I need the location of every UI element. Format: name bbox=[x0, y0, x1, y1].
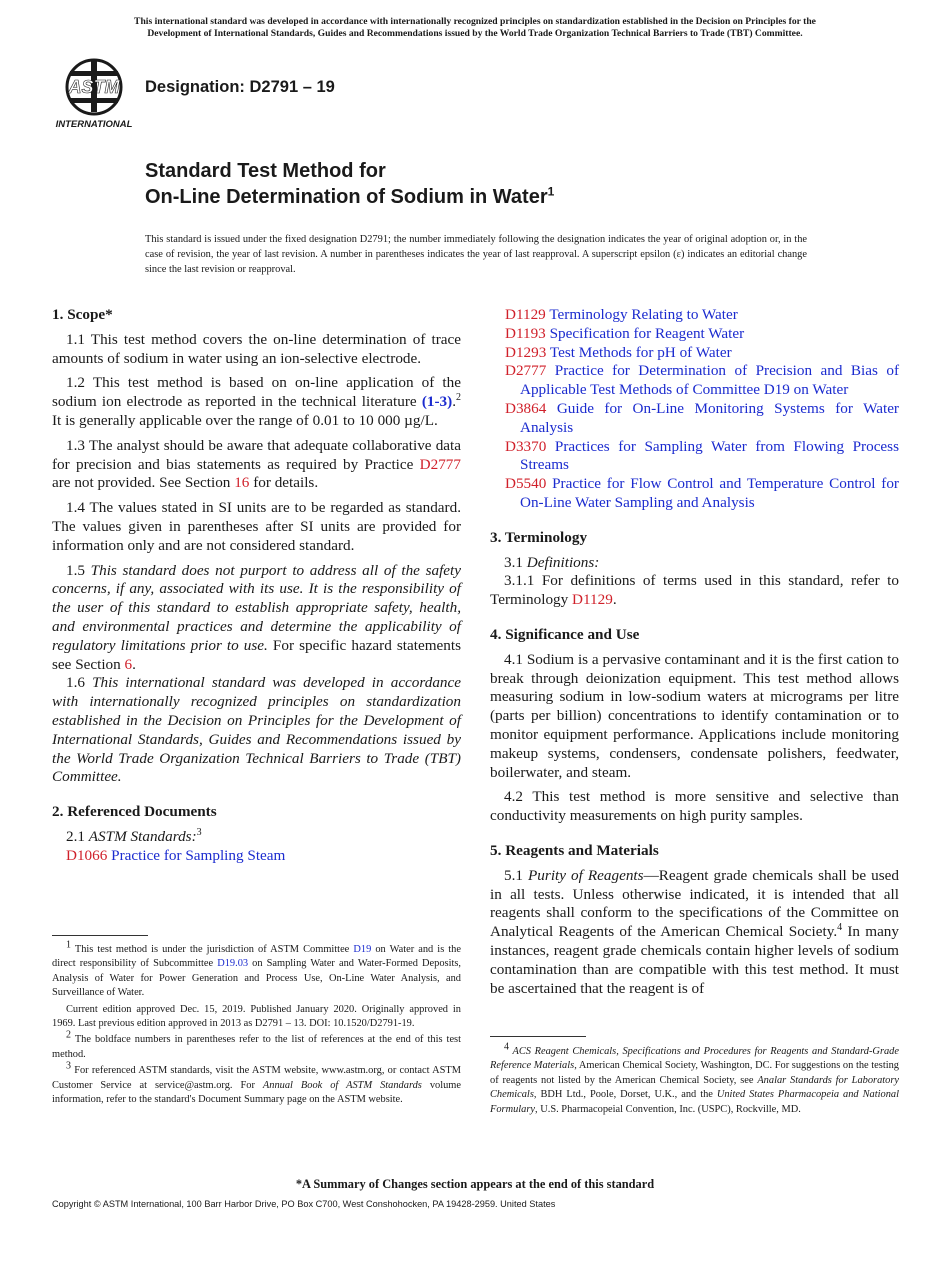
right-footnotes bbox=[490, 1041, 900, 1119]
fn4-italic-3: United States Pharmacopeia and National Formulary bbox=[490, 1089, 899, 1115]
footnote-mark-4: 4 bbox=[837, 922, 843, 934]
reference-title[interactable]: Practices for Sampling Water from Flowing Process Streams bbox=[520, 437, 899, 474]
paragraph-3-1-1 bbox=[490, 572, 899, 610]
right-column bbox=[490, 306, 899, 1004]
fn4-text-a: , American Chemical Society, Washington, DC. For suggestions on the testing of reagents not listed by the American Chemical Society, see bbox=[490, 1060, 899, 1086]
footnote-2 bbox=[52, 1029, 461, 1062]
astm-logo-icon bbox=[52, 57, 136, 133]
footnote-3 bbox=[52, 1060, 461, 1107]
fn1-text-b: on Water and is the direct responsibility of Subcommittee bbox=[52, 944, 461, 970]
footnote-4-mark: 4 bbox=[504, 1041, 509, 1053]
section-heading-terminology: 3. Terminology bbox=[490, 528, 588, 546]
footnote-1 bbox=[52, 939, 462, 1001]
p13-text-b: are not provided. See Section bbox=[52, 474, 235, 492]
footnote-mark-2: 2 bbox=[456, 392, 461, 404]
summary-of-changes-note: *A Summary of Changes section appears at the end of this standard bbox=[295, 1177, 655, 1191]
p21-num: 2.1 bbox=[66, 827, 89, 845]
p51-text-b: In many instances, reagent grade chemicals contain higher levels of sodium contamination than are compatible with this test method. It must be ascertained that the reagent is of bbox=[490, 923, 899, 997]
logo-text: ASTM bbox=[68, 77, 120, 97]
notice-line-1: This international standard was developed in accordance with internationally recognized principles on standardization established in the Decision on Principles for the bbox=[134, 16, 816, 27]
fn4-text-b: , BDH Ltd., Poole, Dorset, U.K., and the bbox=[533, 1089, 717, 1101]
notice-line-2: Development of International Standards, Guides and Recommendations issued by the World Trade Organization Technical Barriers to Trade (TBT) Committee. bbox=[147, 28, 803, 39]
reference-title[interactable]: Test Methods for pH of Water bbox=[549, 343, 732, 361]
p15-text-b: For specific hazard statements see Section bbox=[52, 636, 461, 673]
p31-italic: Definitions: bbox=[526, 553, 600, 571]
reference-d5540 bbox=[490, 475, 899, 513]
reference-title[interactable]: Terminology Relating to Water bbox=[549, 306, 738, 323]
reference-d3370 bbox=[490, 438, 899, 476]
footnote-1-edition: Current edition approved Dec. 15, 2019. Published January 2020. Originally approved in 1969. Last previous edition approved in 2013 as D2791 – 13. DOI: 10.1520/D2791-19. bbox=[52, 1003, 461, 1030]
p311-text-b: . bbox=[612, 591, 617, 609]
fn1-text-a: This test method is under the jurisdiction of ASTM Committee bbox=[71, 944, 354, 955]
copyright: Copyright © ASTM International, 100 Barr Harbor Drive, PO Box C700, West Conshohocken, PA 19428-2959. United States bbox=[52, 1199, 556, 1209]
section-heading-significance: 4. Significance and Use bbox=[490, 625, 640, 643]
fn4-text-c: , U.S. Pharmacopeial Convention, Inc. (USPC), Rockville, MD. bbox=[535, 1103, 801, 1115]
reference-d1293 bbox=[490, 344, 899, 363]
fn2-text: The boldface numbers in parentheses refer to the list of references at the end of this test method. bbox=[52, 1034, 461, 1060]
p21-italic: ASTM Standards: bbox=[88, 827, 197, 845]
p15-text-c: . bbox=[132, 655, 136, 673]
fn3-text-b: volume information, refer to the standard's Document Summary page on the ASTM website. bbox=[52, 1079, 461, 1106]
reference-code[interactable]: D1193 bbox=[505, 324, 546, 342]
fn1-text-c: on Sampling Water and Water-Formed Deposits, Analysis of Water for Power Generation and Process Use, On-Line Water Analysis, and Surveillance of Water. bbox=[52, 958, 462, 999]
section-heading-referenced-documents: 2. Referenced Documents bbox=[52, 803, 217, 821]
reference-d1129 bbox=[490, 306, 899, 325]
paragraph-2-1 bbox=[52, 828, 461, 847]
issue-note: This standard is issued under the fixed designation D2791; the number immediately following the designation indicates the year of original adoption or, in the case of revision, the year of last revision. A number in parentheses indicates the year of last reapproval. A superscript epsilon (ε) indicates an editorial change since the last revision or reapproval. bbox=[145, 234, 807, 275]
designation: Designation: D2791 – 19 bbox=[145, 78, 335, 96]
title-footnote-mark: 1 bbox=[547, 184, 555, 199]
fn3-italic: Annual Book of ASTM Standards bbox=[262, 1079, 422, 1091]
footnote-3-mark: 3 bbox=[66, 1060, 71, 1072]
p13-text-c: for details. bbox=[249, 474, 319, 492]
paragraph-1-4: 1.4 The values stated in SI units are to be regarded as standard. The values given in parentheses after SI units are provided for information only and are not considered standard. bbox=[52, 499, 461, 554]
title-line-1: Standard Test Method for bbox=[145, 160, 386, 182]
standards-notice bbox=[45, 16, 905, 40]
fn3-text-a: For referenced ASTM standards, visit the ASTM website, www.astm.org, or contact ASTM Customer Service at service@astm.org. For bbox=[52, 1065, 461, 1091]
p16-num: 1.6 bbox=[66, 674, 93, 692]
left-footnotes bbox=[52, 939, 462, 1109]
reference-d1066 bbox=[52, 847, 461, 866]
reference-code[interactable]: D3864 bbox=[505, 399, 547, 417]
footnote-rule-right bbox=[490, 1036, 586, 1037]
link-d2777[interactable]: D2777 bbox=[419, 455, 461, 473]
p51-num: 5.1 bbox=[504, 866, 529, 884]
p31-num: 3.1 bbox=[504, 553, 527, 571]
paragraph-3-1 bbox=[490, 554, 899, 573]
reference-title[interactable]: Specification for Reagent Water bbox=[549, 324, 745, 342]
title-line-2-text: On-Line Determination of Sodium in Water bbox=[145, 186, 548, 208]
fn4-italic-1: ACS Reagent Chemicals, Specifications and Procedures for Reagents and Standard-Grade Reference Materials bbox=[490, 1046, 899, 1072]
title-line-2 bbox=[145, 184, 554, 210]
paragraph-1-5 bbox=[52, 562, 461, 675]
footnote-2-mark: 2 bbox=[66, 1029, 71, 1041]
reference-code[interactable]: D5540 bbox=[505, 475, 547, 493]
paragraph-4-2: 4.2 This test method is more sensitive and selective than conductivity measurements on high purity samples. bbox=[490, 788, 899, 825]
p51-text-a: —Reagent grade chemicals shall be used in all tests. Unless otherwise indicated, it is intended that all reagents shall conform to the specifications of the Committee on Analytical Reagents of the American Chemical Society. bbox=[490, 866, 900, 941]
link-section-6[interactable]: 6 bbox=[124, 655, 133, 673]
p16-italic: This international standard was developed in accordance with internationally recognized principles on standardization established in the Decision on Principles for the Development of International Standards, Guides and Recommendations issued by the World Trade Organization Technical Barriers to Trade (TBT) Committee. bbox=[52, 674, 462, 786]
reference-code[interactable]: D1066 bbox=[66, 846, 108, 864]
p13-text-a: 1.3 The analyst should be aware that adequate collaborative data for precision and bias statements as required by Practice bbox=[52, 436, 461, 473]
p311-text-a: 3.1.1 For definitions of terms used in this standard, refer to Terminology bbox=[490, 572, 899, 609]
logo-subtext: INTERNATIONAL bbox=[55, 119, 133, 130]
footnote-4 bbox=[490, 1041, 900, 1117]
paragraph-1-1: 1.1 This test method covers the on-line determination of trace amounts of sodium in water using an ion-selective electrode. bbox=[52, 330, 461, 367]
document-title bbox=[145, 158, 554, 210]
reference-code[interactable]: D3370 bbox=[505, 437, 547, 455]
reference-d1193 bbox=[490, 325, 899, 344]
section-heading-reagents: 5. Reagents and Materials bbox=[490, 841, 659, 859]
reference-code[interactable]: D2777 bbox=[505, 362, 547, 380]
paragraph-1-2: 1.2 This test method is based on on-line application of the sodium ion electrode as reported in the technical literature (1-3).$^2$ It is generally applicable over the range of 0.01 to 10 000 µg/L. bbox=[52, 374, 461, 429]
reference-d2777 bbox=[490, 362, 899, 400]
footnote-rule-left bbox=[52, 935, 148, 936]
p12-text-a: 1.2 This test method is based on on-line application of the sodium ion electrode as reported in the technical literature bbox=[52, 374, 461, 411]
fn4-italic-2: Analar Standards for Laboratory Chemicals bbox=[490, 1074, 900, 1101]
p15-italic: This standard does not purport to address all of the safety concerns, if any, associated with its use. It is the responsibility of the user of this standard to establish appropriate safety, health, and environmental practices and determine the applicability of regulatory limitations prior to use. bbox=[52, 561, 462, 654]
reference-link-1-3[interactable]: (1-3) bbox=[421, 393, 453, 411]
footnote-1-mark: 1 bbox=[66, 939, 71, 951]
paragraph-1-6 bbox=[52, 674, 461, 787]
reference-list bbox=[490, 306, 899, 513]
paragraph-5-1 bbox=[490, 867, 899, 999]
astm-logo bbox=[52, 57, 136, 133]
footnote-mark-3: 3 bbox=[196, 826, 202, 838]
reference-code[interactable]: D1293 bbox=[505, 343, 547, 361]
reference-code[interactable]: D1129 bbox=[505, 306, 546, 323]
reference-d3864 bbox=[490, 400, 899, 438]
link-section-16[interactable]: 16 bbox=[234, 474, 250, 492]
paragraph-4-1: 4.1 Sodium is a pervasive contaminant and it is the first cation to break through deionization equipment. This test method allows measuring sodium in low-sodium waters at micrograms per litre (parts per billion) concentrations to identify contamination or to monitor equipment performance. Applications include monitoring makeup systems, condensers, condensate polishers, feedwater, boilerwater, and steam. bbox=[490, 650, 899, 781]
link-d19[interactable]: D19 bbox=[353, 944, 372, 955]
p12-text-b: It is generally applicable over the range of 0.01 to 10 000 µg/L. bbox=[52, 411, 438, 429]
section-heading-scope: 1. Scope* bbox=[52, 306, 113, 323]
link-d1129[interactable]: D1129 bbox=[572, 591, 613, 609]
link-d19-03[interactable]: D19.03 bbox=[217, 958, 249, 970]
reference-title[interactable]: Practice for Flow Control and Temperature Control for On-Line Water Sampling and Analysis bbox=[520, 475, 899, 511]
reference-title[interactable]: Practice for Sampling Steam bbox=[111, 846, 286, 864]
p51-italic: Purity of Reagents bbox=[528, 866, 644, 884]
left-column bbox=[52, 306, 461, 866]
paragraph-1-3 bbox=[52, 437, 461, 493]
reference-title[interactable]: Practice for Determination of Precision and Bias of Applicable Test Methods of Committee D19 on Water bbox=[520, 362, 900, 399]
p15-num: 1.5 bbox=[66, 561, 91, 579]
reference-title[interactable]: Guide for On-Line Monitoring Systems for Water Analysis bbox=[520, 399, 899, 436]
